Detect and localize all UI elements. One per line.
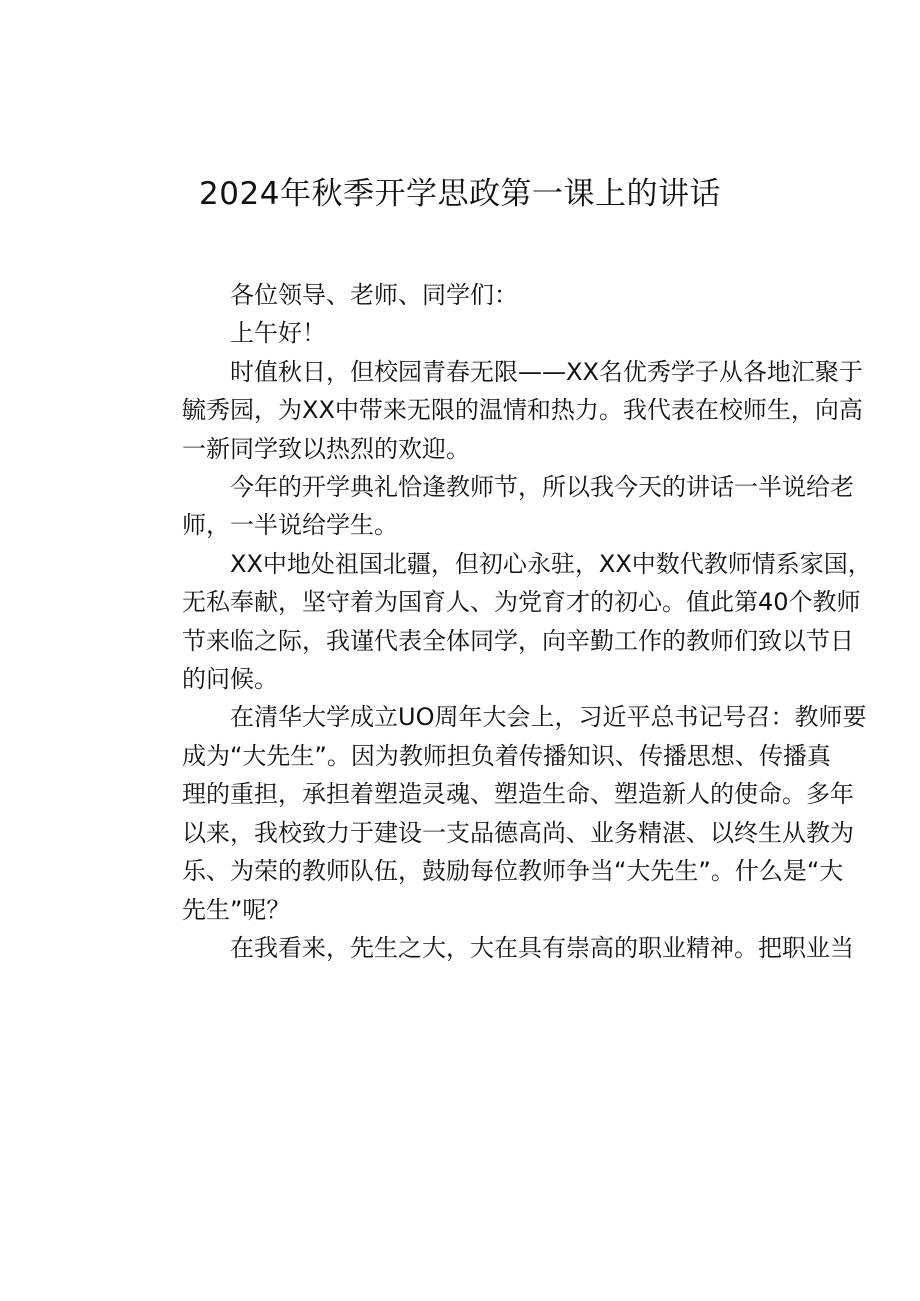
text-line: 在清华大学成立UO周年大会上，习近平总书记号召：教师要 [230, 703, 867, 732]
text-line: 毓秀园，为XX中带来无限的温情和热力。我代表在校师生，向高 [182, 396, 863, 425]
text-line: 节来临之际，我谨代表全体同学，向辛勤工作的教师们致以节日 [182, 626, 854, 655]
text-line: 今年的开学典礼恰逢教师节，所以我今天的讲话一半说给老 [230, 473, 854, 502]
text-line: XX中地处祖国北疆，但初心永驻，XX中数代教师情系家国， [230, 549, 872, 578]
body-paragraph [134, 468, 854, 545]
text-line: 师，一半说给学生。 [182, 511, 398, 540]
text-line: 的问候。 [182, 665, 278, 694]
greeting-paragraph [134, 314, 788, 352]
body-paragraph [134, 929, 854, 967]
document-title: 2024年秋季开学思政第一课上的讲话 [199, 176, 721, 212]
salutation-line: 各位领导、老师、同学们： [230, 281, 518, 309]
greeting-line: 上午好！ [230, 319, 326, 348]
body-paragraph [134, 698, 867, 928]
text-line: 以来，我校致力于建设一支品德高尚、业务精湛、以终生从教为 [182, 818, 854, 847]
text-line: 在我看来，先生之大，大在具有崇高的职业精神。把职业当 [230, 933, 854, 962]
text-line: 一新同学致以热烈的欢迎。 [182, 434, 470, 463]
text-line: 乐、为荣的教师队伍，鼓励每位教师争当“大先生”。什么是“大 [182, 857, 844, 886]
body-paragraph [134, 353, 863, 468]
body-paragraph [134, 545, 872, 699]
text-line: 理的重担，承担着塑造灵魂、塑造生命、塑造新人的使命。多年 [182, 780, 854, 809]
document-body [134, 276, 872, 967]
salutation-paragraph [134, 276, 788, 314]
text-line: 无私奉献，坚守着为国育人、为党育才的初心。值此第40个教师 [182, 588, 861, 617]
text-line: 成为“大先生”。因为教师担负着传播知识、传播思想、传播真 [182, 741, 831, 770]
text-line: 先生”呢？ [182, 895, 291, 924]
text-line: 时值秋日，但校园青春无限——XX名优秀学子从各地汇聚于 [230, 357, 863, 386]
